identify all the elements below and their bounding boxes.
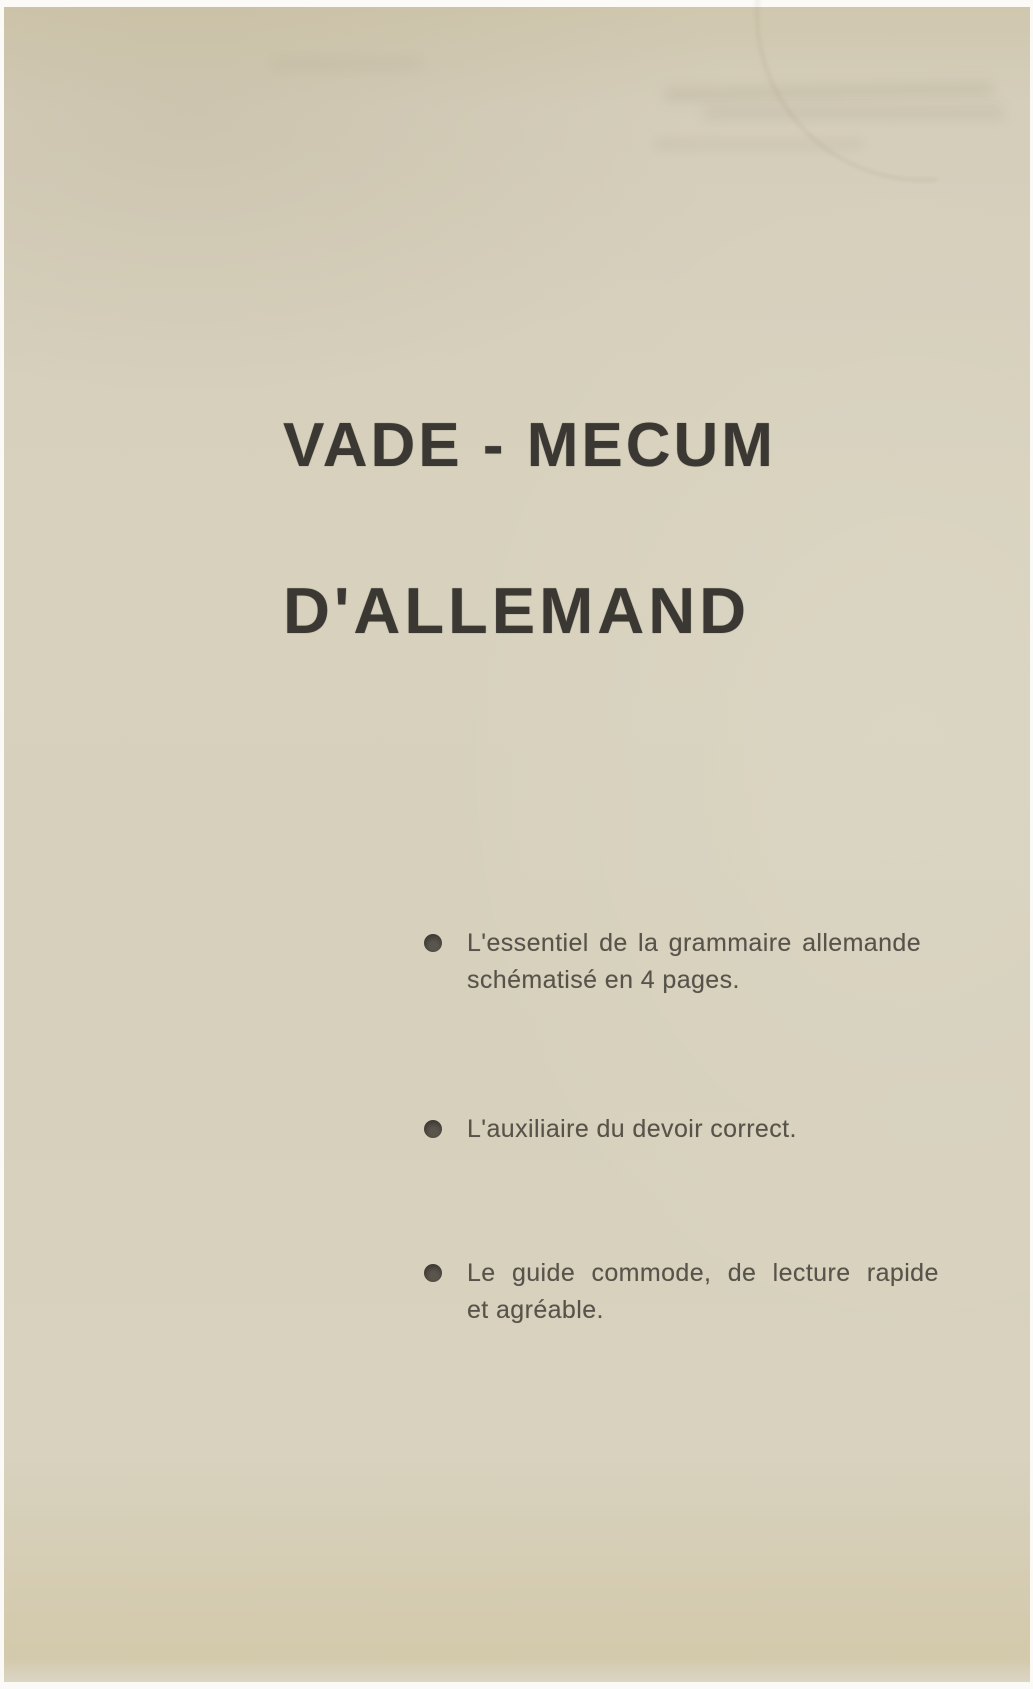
bullet-icon [424,1264,442,1282]
bullet-text-line: schématisé en 4 pages. [467,966,740,994]
bullet-text [467,1111,797,1148]
bullet-text-line: L'essentiel de la grammaire allemande [467,929,922,957]
bullet-text-line: et agréable. [467,1296,604,1324]
book-title-line-1: VADE - MECUM [283,411,776,480]
bullet-text-line: L'auxiliaire du devoir correct. [467,1115,797,1143]
list-item [424,1111,924,1148]
bullet-icon [424,1120,442,1138]
list-item [424,1255,939,1329]
paper-sheet [4,7,1030,1682]
bullet-text [467,1255,939,1329]
page-crease [688,0,1033,249]
bullet-text [467,925,921,999]
ink-showthrough [654,139,864,149]
bullet-text-line: Le guide commode, de lecture rapide [467,1259,939,1287]
ink-showthrough [272,59,422,69]
bullet-icon [424,934,442,952]
ink-showthrough [704,107,1004,119]
list-item [424,925,924,999]
book-title-line-2: D'ALLEMAND [283,574,751,647]
